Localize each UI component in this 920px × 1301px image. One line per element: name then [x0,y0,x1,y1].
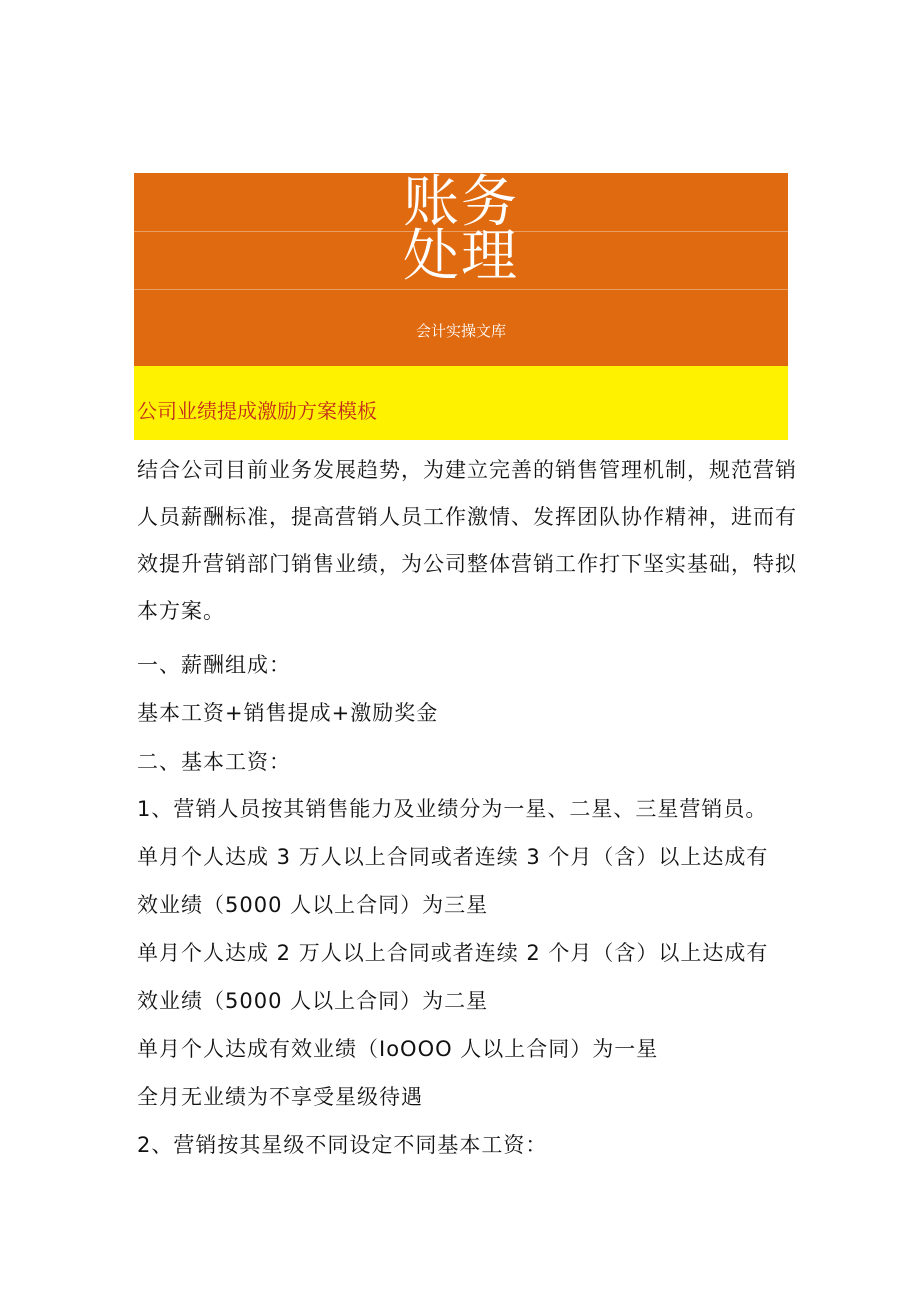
body-line: 全月无业绩为不享受星级待遇 [137,1085,423,1109]
banner-subtitle: 会计实操文库 [415,322,506,340]
body-line: 1、营销人员按其销售能力及业绩分为一星、二星、三星营销员。 [137,797,768,821]
body-line: 效业绩（5000 人以上合同）为三星 [137,893,489,917]
banner-title-line2: 处理 [403,224,519,289]
banner-title-line1: 账务 [403,173,519,235]
body-line: 2、营销按其星级不同设定不同基本工资： [137,1133,548,1157]
section-heading: 一、薪酬组成： [137,653,291,677]
intro-paragraph: 结合公司目前业务发展趋势，为建立完善的销售管理机制，规范营销人员薪酬标准，提高营销人员工作激情、发挥团队协作精神，进而有效提升营销部门销售业绩，为公司整体营销工作打下坚实基础，特拟本方案。 [137,458,797,623]
body-line: 单月个人达成 2 万人以上合同或者连续 2 个月（含）以上达成有 [137,941,769,965]
body-line: 单月个人达成有效业绩（IoOOO 人以上合同）为一星 [137,1037,659,1061]
document-title: 公司业绩提成激励方案模板 [137,399,377,423]
body-line: 效业绩（5000 人以上合同）为二星 [137,989,489,1013]
banner-divider [134,289,788,290]
body-line: 基本工资+销售提成+激励奖金 [137,701,439,725]
body-line: 单月个人达成 3 万人以上合同或者连续 3 个月（含）以上达成有 [137,845,769,869]
header-banner [134,173,788,366]
section-heading: 二、基本工资： [137,750,291,774]
